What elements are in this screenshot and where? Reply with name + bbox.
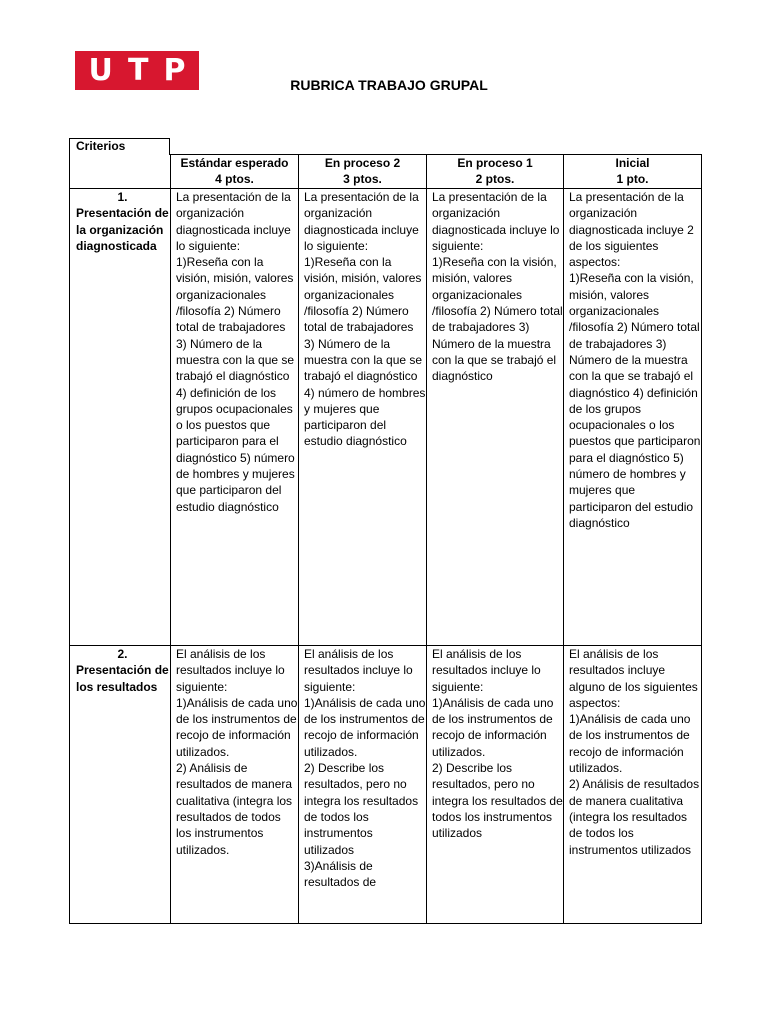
criterion-cell xyxy=(70,646,171,924)
table-header-row xyxy=(70,155,702,189)
descriptor-cell: La presentación de la organización diagnosticada incluye lo siguiente: 1)Reseña con la visión, misión, valores organizacionales /filosofía 2) Número total de trabajadores 3) Número de la muestra con la que se trabajó el diagnóstico 4) definición de los grupos ocupacionales o los puestos que participaron para el diagnóstico 5) número de hombres y mujeres que participaron del estudio diagnóstico xyxy=(171,189,299,646)
level-header-inicial xyxy=(564,155,702,189)
criterion-number: 2. xyxy=(117,647,128,661)
criterion-number: 1. xyxy=(117,190,128,204)
level-label: En proceso 2 xyxy=(324,156,401,170)
document-title-wrap xyxy=(0,77,768,93)
descriptor-cell: El análisis de los resultados incluye lo siguiente: 1)Análisis de cada uno de los instrumentos de recojo de información utilizados. 2) Describe los resultados, pero no integra los resultados de todos los instrumentos utilizados 3)Análisis de resultados de xyxy=(299,646,427,924)
criteria-header: Criterios xyxy=(76,139,126,153)
table-row xyxy=(70,646,702,924)
logo-letter-u: U xyxy=(88,53,113,88)
logo-letter-p: P xyxy=(163,53,186,88)
descriptor-cell: La presentación de la organización diagnosticada incluye lo siguiente: 1)Reseña con la visión, misión, valores organizacionales /filosofía 2) Número total de trabajadores 3) Número de la muestra con la que se trabajó el diagnóstico xyxy=(427,189,564,646)
header-empty-cell xyxy=(70,155,171,189)
level-header-estandar xyxy=(171,155,299,189)
level-points: 1 pto. xyxy=(616,172,649,187)
criterion-name: Presentación de la organización diagnosticada xyxy=(76,206,169,253)
level-header-proceso-2 xyxy=(299,155,427,189)
table-row xyxy=(70,189,702,646)
document-title: RUBRICA TRABAJO GRUPAL xyxy=(290,77,488,93)
descriptor-cell: El análisis de los resultados incluye lo siguiente: 1)Análisis de cada uno de los instrumentos de recojo de información utilizados. 2) Análisis de resultados de manera cualitativa (integra los resultados de todos los instrumentos utilizados. xyxy=(171,646,299,924)
descriptor-cell: El análisis de los resultados incluye alguno de los siguientes aspectos: 1)Análisis de cada uno de los instrumentos de recojo de información utilizados. 2) Análisis de resultados de manera cualitativa (integra los resultados de todos los instrumentos utilizados xyxy=(564,646,702,924)
level-header-proceso-1 xyxy=(427,155,564,189)
level-label: Inicial xyxy=(615,156,650,170)
level-label: En proceso 1 xyxy=(457,156,533,170)
criterion-name: Presentación de los resultados xyxy=(76,663,169,694)
criteria-header-cell xyxy=(69,138,170,155)
logo-letter-t: T xyxy=(127,53,149,88)
descriptor-cell: El análisis de los resultados incluye lo siguiente: 1)Análisis de cada uno de los instrumentos de recojo de información utilizados. 2) Describe los resultados, pero no integra los resultados de todos los instrumentos utilizados xyxy=(427,646,564,924)
rubric-table xyxy=(69,154,702,924)
criterion-cell xyxy=(70,189,171,646)
level-label: Estándar esperado xyxy=(180,156,289,170)
descriptor-cell: La presentación de la organización diagnosticada incluye 2 de los siguientes aspectos: 1)Reseña con la visión, misión, valores organizacionales /filosofía 2) Número total de trabajadores 3) Número de la muestra con la que se trabajó el diagnóstico 4) definición de los grupos ocupacionales o los puestos que participaron para el diagnóstico 5) número de hombres y mujeres que participaron del estudio diagnóstico xyxy=(564,189,702,646)
level-points: 3 ptos. xyxy=(343,172,382,187)
level-points: 4 ptos. xyxy=(215,172,254,187)
descriptor-cell: La presentación de la organización diagnosticada incluye lo siguiente: 1)Reseña con la visión, misión, valores organizacionales /filosofía 2) Número total de trabajadores 3) Número de la muestra con la que se trabajó el diagnóstico 4) número de hombres y mujeres que participaron del estudio diagnóstico xyxy=(299,189,427,646)
level-points: 2 ptos. xyxy=(475,172,515,187)
